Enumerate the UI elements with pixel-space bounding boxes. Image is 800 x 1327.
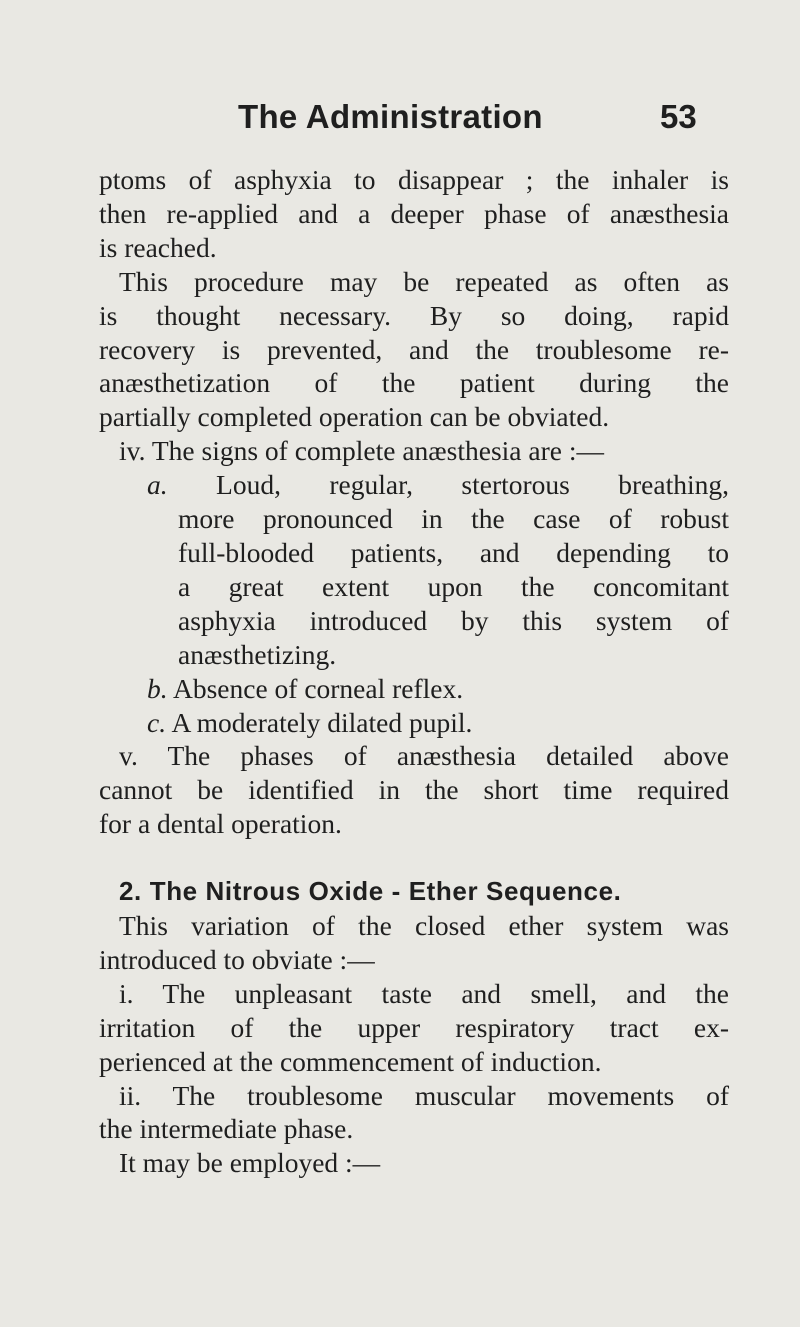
- text-line: partially completed operation can be obviated.: [99, 401, 610, 433]
- text-line: more pronounced in the case of robust: [178, 503, 729, 535]
- text-line: a. Loud, regular, stertorous breathing,: [147, 469, 729, 501]
- running-title: The Administration: [238, 98, 543, 135]
- text-block-nitrous-oxide-ether: [99, 909, 729, 1180]
- text-line: anæsthetizing.: [178, 638, 337, 670]
- text-line: irritation of the upper respiratory tract ex-: [99, 1011, 729, 1043]
- text-line: v. The phases of anæsthesia detailed above: [119, 740, 729, 772]
- text-line: recovery is prevented, and the troublesome re-: [99, 333, 729, 365]
- text-line: anæsthetization of the patient during the: [99, 367, 729, 399]
- text-block-anaesthesia-signs: [99, 163, 729, 841]
- text-line: It may be employed :—: [119, 1147, 381, 1179]
- list-marker: a.: [147, 469, 168, 501]
- body-text: [99, 163, 729, 1180]
- text-line: introduced to obviate :—: [99, 943, 375, 975]
- text-line: ptoms of asphyxia to disappear ; the inhaler is: [99, 164, 729, 195]
- section-heading: 2. The Nitrous Oxide - Ether Sequence.: [119, 876, 622, 907]
- text-line: is thought necessary. By so doing, rapid: [99, 299, 729, 331]
- text-line: a great extent upon the concomitant: [178, 570, 729, 602]
- text-line: is reached.: [99, 231, 217, 263]
- list-marker: b.: [147, 672, 168, 704]
- text-line: This variation of the closed ether system was: [119, 910, 729, 942]
- text-line: iv. The signs of complete anæsthesia are :—: [119, 435, 604, 467]
- text-line: cannot be identified in the short time required: [99, 774, 729, 806]
- text-line: perienced at the commencement of induction.: [99, 1045, 602, 1077]
- text-line: the intermediate phase.: [99, 1113, 354, 1145]
- text-line: for a dental operation.: [99, 808, 342, 840]
- text-line: asphyxia introduced by this system of: [178, 604, 729, 636]
- list-marker: c.: [147, 706, 167, 738]
- text-line: i. The unpleasant taste and smell, and the: [119, 977, 729, 1009]
- text-line: then re-applied and a deeper phase of anæsthesia: [99, 197, 729, 229]
- section-gap: [99, 841, 729, 875]
- page-header: [0, 98, 800, 138]
- text-line: This procedure may be repeated as often as: [119, 265, 729, 297]
- text-line: ii. The troublesome muscular movements of: [119, 1079, 729, 1111]
- text-line: b. Absence of corneal reflex.: [147, 672, 464, 704]
- text-line: c. A moderately dilated pupil.: [147, 706, 473, 738]
- page-number: 53: [660, 98, 697, 135]
- text-line: full-blooded patients, and depending to: [178, 536, 729, 568]
